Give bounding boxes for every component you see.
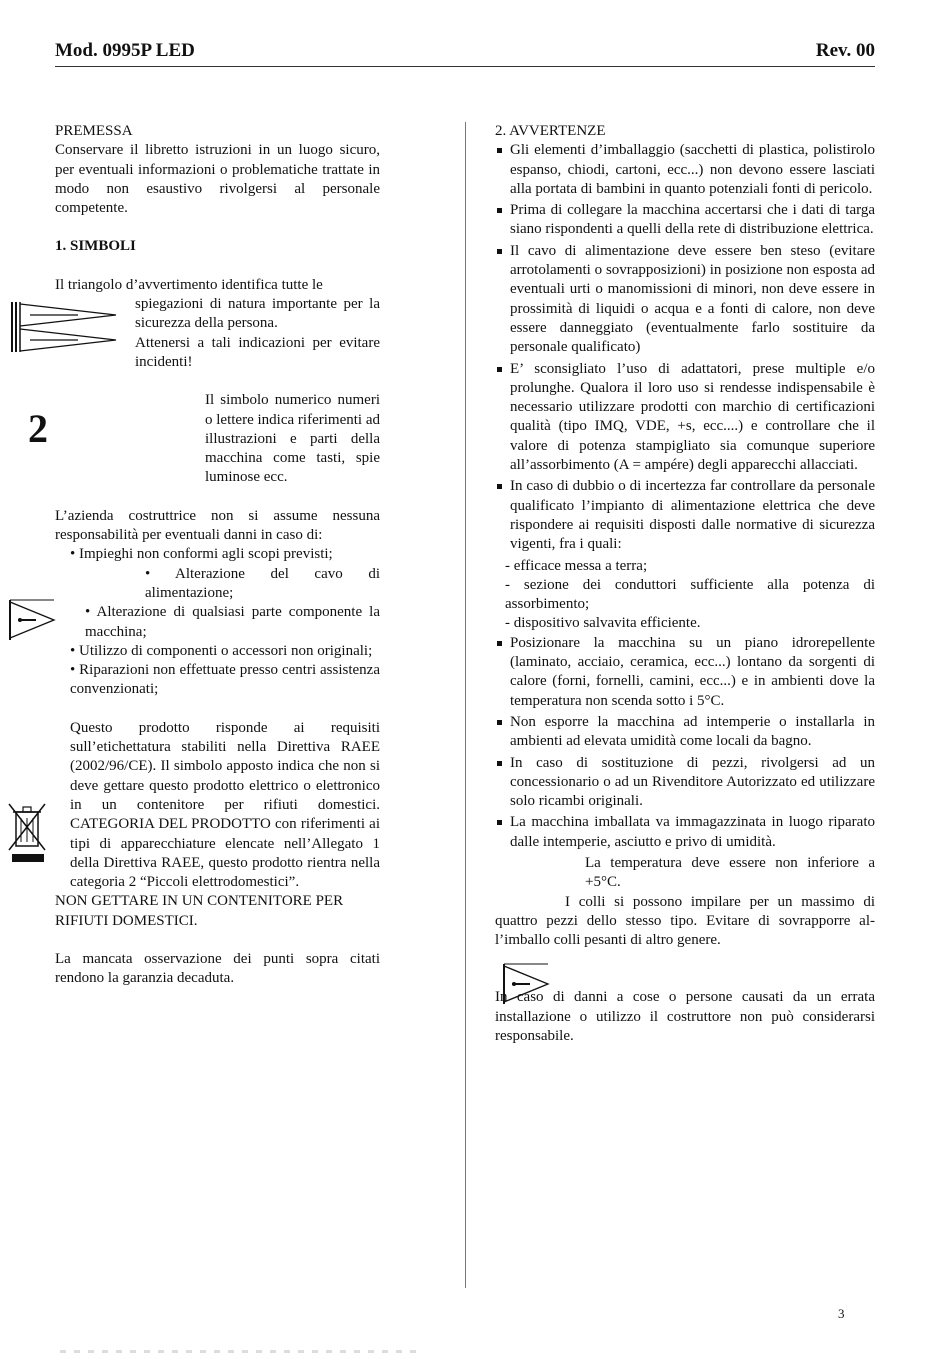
resp-item-2: • Alterazione del cavo di alimentazione; [145, 565, 380, 601]
left-column [55, 122, 380, 989]
revision-label: Rev. 00 [815, 40, 875, 61]
warning-triangle-icon [8, 298, 120, 356]
faint-footer-artifact [60, 1350, 420, 1353]
list-item: La macchina imballata va immagazzinata in luogo riparato dalle intemperie, asciutto e privo di umidità. [495, 813, 875, 852]
colli-text: I colli si possono impilare per un massimo di quattro pezzi dello stesso tipo. Evitare di sovrapporre al-l’imballo colli pesanti di altro genere. [495, 893, 875, 949]
dash-item-1: - efficace messa a terra; [505, 557, 648, 574]
page-header [55, 40, 875, 67]
page-number: 3 [838, 1306, 845, 1321]
garanzia-text: La mancata osservazione dei punti sopra citati rendono la garanzia decaduta. [55, 950, 380, 987]
hand-warning-icon [502, 962, 552, 1006]
right-column [495, 122, 875, 1046]
responsibility-intro: L’azienda costruttrice non si assume nessuna responsabilità per eventuali danni in caso di: [55, 507, 380, 544]
warnings-list [495, 141, 875, 554]
list-item: Il cavo di alimentazione deve essere ben steso (evitare arrotolamenti o sovrapposizioni) in posizione non esposta ad eventuali urti o manomissioni di minori, non deve essere in prossimità di liquidi o acqua e a fonti di calore, non deve essere danneggiato (eventualmente farlo sostituire da personale qualificato) [495, 242, 875, 358]
warnings-list-2 [495, 634, 875, 852]
non-gettare-text: NON GETTARE IN UN CONTENITORE PER RIFIUTI DOMESTICI. [55, 893, 344, 929]
resp-item-3: • Alterazione di qualsiasi parte componente la macchina; [85, 604, 380, 640]
avvertenze-title: 2. AVVERTENZE [495, 123, 606, 139]
premessa-text: Conservare il libretto istruzioni in un luogo sicuro, per eventuali informazioni o problematiche trattate in modo non esaustivo rivolgersi al personale competente. [55, 142, 380, 217]
raee-text: Questo prodotto risponde ai requisiti sull’etichettatura stabiliti nella Direttiva RAEE (2002/96/CE). Il simbolo apposto indica che non si deve gettare questo prodotto elettrico o elettronico in un contenitore per rifiuti domestici. CATEGORIA DEL PRODOTTO con riferimenti ai tipi di apparecchiature elencate nell’Allegato 1 della Direttiva RAEE, questo prodotto rientra nella categoria 2 “Piccoli elettrodomestici”. [70, 719, 380, 891]
resp-item-5: • Riparazioni non effettuate presso centri assistenza convenzionati; [70, 662, 380, 698]
list-item: In caso di dubbio o di incertezza far controllare da personale qualificato l’impianto di alimentazione elettrica che deve rispondere ai requisiti disposti dalle normative di sicurezza vigenti, fra i quali: [495, 477, 875, 554]
model-label: Mod. 0995P LED [55, 40, 195, 61]
list-item: Prima di collegare la macchina accertarsi che i dati di targa siano rispondenti a quelli della rete di distribuzione elettrica. [495, 201, 875, 240]
hand-warning-icon [8, 598, 58, 642]
list-item: Non esporre la macchina ad intemperie o installarla in ambienti ad elevata umidità come locali da bagno. [495, 713, 875, 752]
temperature-text: La temperatura deve essere non inferiore a +5°C. [585, 854, 875, 891]
list-item: Gli elementi d’imballaggio (sacchetti di plastica, polistirolo espanso, chiodi, cartoni, ecc...) non devono essere lasciati alla portata di bambini in quanto potenziali fonti di pericolo. [495, 141, 875, 199]
dash-item-2: - sezione dei conduttori sufficiente alla potenza di assorbimento; [505, 576, 875, 613]
triangle-line-3: Attenersi a tali indicazioni per evitare incidenti! [135, 334, 380, 370]
resp-item-1: • Impieghi non conformi agli scopi previsti; [70, 546, 333, 563]
resp-item-4: • Utilizzo di componenti o accessori non originali; [70, 642, 373, 659]
list-item: In caso di sostituzione di pezzi, rivolgersi ad un concessionario o ad un Rivenditore Autorizzato ed utilizzare solo ricambi originali. [495, 754, 875, 812]
triangle-line-2: spiegazioni di natura importante per la sicurezza della persona. [135, 296, 380, 332]
dash-item-3: - dispositivo salvavita efficiente. [505, 615, 701, 632]
numeric-symbol: 2 [28, 406, 48, 451]
numeric-symbol-text: Il simbolo numerico numeri o lettere indica riferimenti ad illustrazioni e parti della macchina come tasti, spie luminose ecc. [205, 392, 380, 486]
triangle-line-1: Il triangolo d’avvertimento identifica tutte le [55, 276, 323, 293]
weee-bin-icon [6, 800, 48, 866]
premessa-title: PREMESSA [55, 123, 133, 139]
list-item: Posizionare la macchina su un piano idrorepellente (laminato, acciaio, ceramica, ecc...) lontano da sorgenti di calore (forni, fornelli, camini, ecc...) e in ambienti dove la temperatura non scenda sotto i 5°C. [495, 634, 875, 711]
list-item: E’ sconsigliato l’uso di adattatori, prese multiple e/o prolunghe. Qualora il loro uso si rendesse indispensabile è necessario utilizzare prodotti con marchio di certificazioni qualità (tipo IMQ, VDE, +s, ecc....) e controllare che il valore di potenza stampigliato sia comunque superiore all’assorbimento (A = ampére) degli apparecchi allacciati. [495, 360, 875, 476]
simboli-title: 1. SIMBOLI [55, 238, 136, 255]
danni-text: In caso di danni a cose o persone causati da un errata installazione o utilizzo il costruttore non può considerarsi responsabile. [495, 989, 875, 1045]
column-divider [465, 122, 466, 1288]
